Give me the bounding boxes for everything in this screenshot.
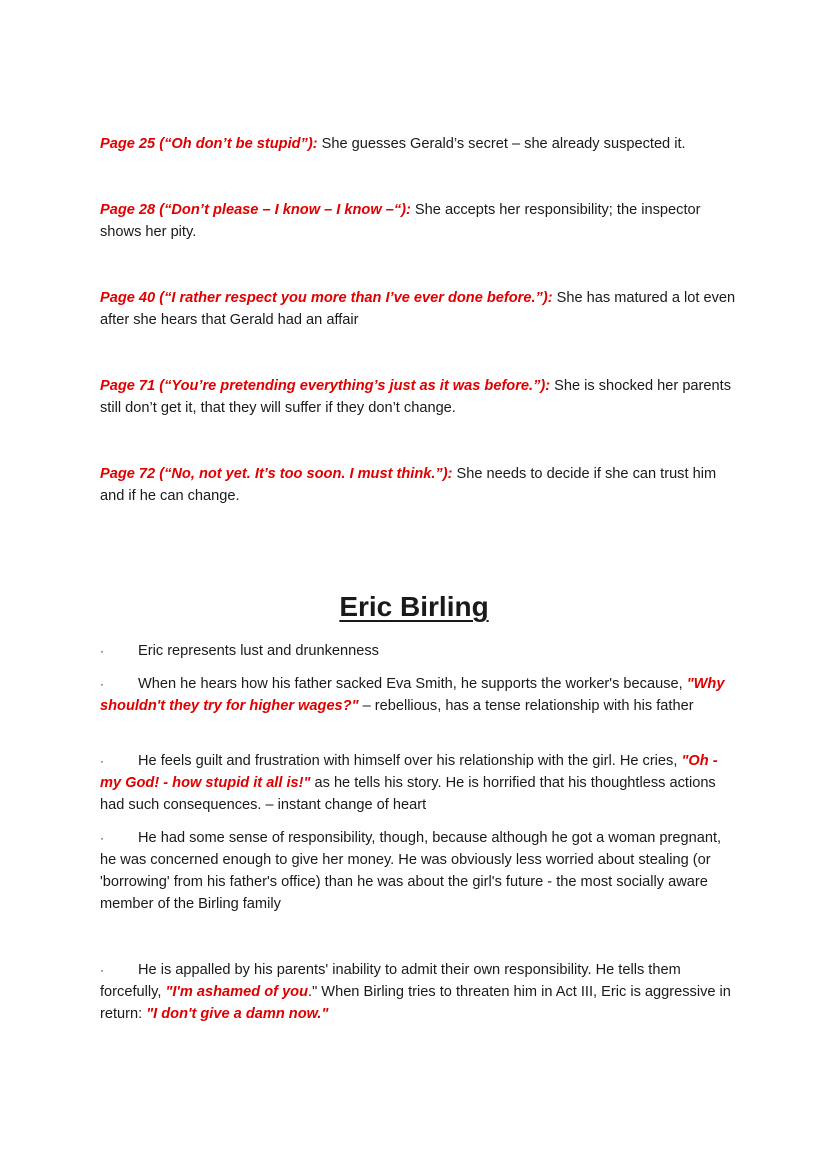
quote-reference: Page 71 (“You’re pretending everything’s just as it was before.”):	[100, 378, 551, 394]
quote-explanation: She accepts her responsibility; the inspector shows her pity.	[100, 202, 701, 240]
bullet-mark: ·	[100, 831, 104, 845]
bullet-quote: "I'm ashamed of you	[165, 984, 309, 1000]
bullet-mark: ·	[100, 963, 104, 977]
bullet-quote: "Oh - my God! - how stupid it all is!"	[100, 753, 718, 791]
quote-explanation: She is shocked her parents still don’t get it, that they will suffer if they don’t change.	[100, 378, 731, 416]
bullet-point	[100, 959, 740, 1025]
section-heading: Eric Birling	[339, 591, 489, 622]
bullet-text: He had some sense of responsibility, though, because although he got a woman pregnant, he was concerned enough to give her money. He was obviously less worried about stealing (or 'borrowing' from his father's office) than he was about the girl's future - the most socially aware member of the Birling family	[100, 830, 722, 912]
quote-explanation: She needs to decide if she can trust him and if he can change.	[100, 466, 717, 504]
quote-explanation: She guesses Gerald’s secret – she already suspected it.	[317, 136, 686, 152]
bullet-mark: ·	[100, 644, 104, 658]
bullet-mark: ·	[100, 754, 104, 768]
bullet-text: When he hears how his father sacked Eva Smith, he supports the worker's because,	[138, 676, 687, 692]
bullet-point	[100, 640, 740, 662]
bullet-text: ." When Birling tries to threaten him in Act III, Eric is aggressive in return:	[100, 984, 731, 1022]
bullet-text: He is appalled by his parents' inability to admit their own responsibility. He tells them forcefully,	[100, 962, 681, 1000]
quote-paragraph	[100, 463, 740, 507]
quote-paragraph	[100, 375, 740, 419]
quote-reference: Page 25 (“Oh don’t be stupid”):	[100, 136, 318, 152]
bullet-point	[100, 750, 740, 816]
bullet-mark: ·	[100, 677, 104, 691]
quote-explanation: She has matured a lot even after she hears that Gerald had an affair	[100, 290, 736, 328]
quote-paragraph	[100, 133, 740, 155]
bullet-text: – rebellious, has a tense relationship with his father	[358, 698, 694, 714]
bullet-quote: "Why shouldn't they try for higher wages?"	[100, 676, 725, 714]
quote-reference: Page 40 (“I rather respect you more than I’ve ever done before.”):	[100, 290, 553, 306]
bullet-point	[100, 673, 740, 717]
quote-reference: Page 72 (“No, not yet. It’s too soon. I must think.”):	[100, 466, 453, 482]
bullet-quote: "I don't give a damn now."	[146, 1006, 329, 1022]
quote-paragraph	[100, 199, 740, 243]
quote-reference: Page 28 (“Don’t please – I know – I know –“):	[100, 202, 411, 218]
quote-paragraph	[100, 287, 740, 331]
bullet-point	[100, 827, 740, 915]
bullet-text: Eric represents lust and drunkenness	[138, 643, 379, 659]
bullet-text: He feels guilt and frustration with himself over his relationship with the girl. He cries,	[138, 753, 682, 769]
bullet-text: as he tells his story. He is horrified that his thoughtless actions had such consequences. – instant change of heart	[100, 775, 716, 813]
